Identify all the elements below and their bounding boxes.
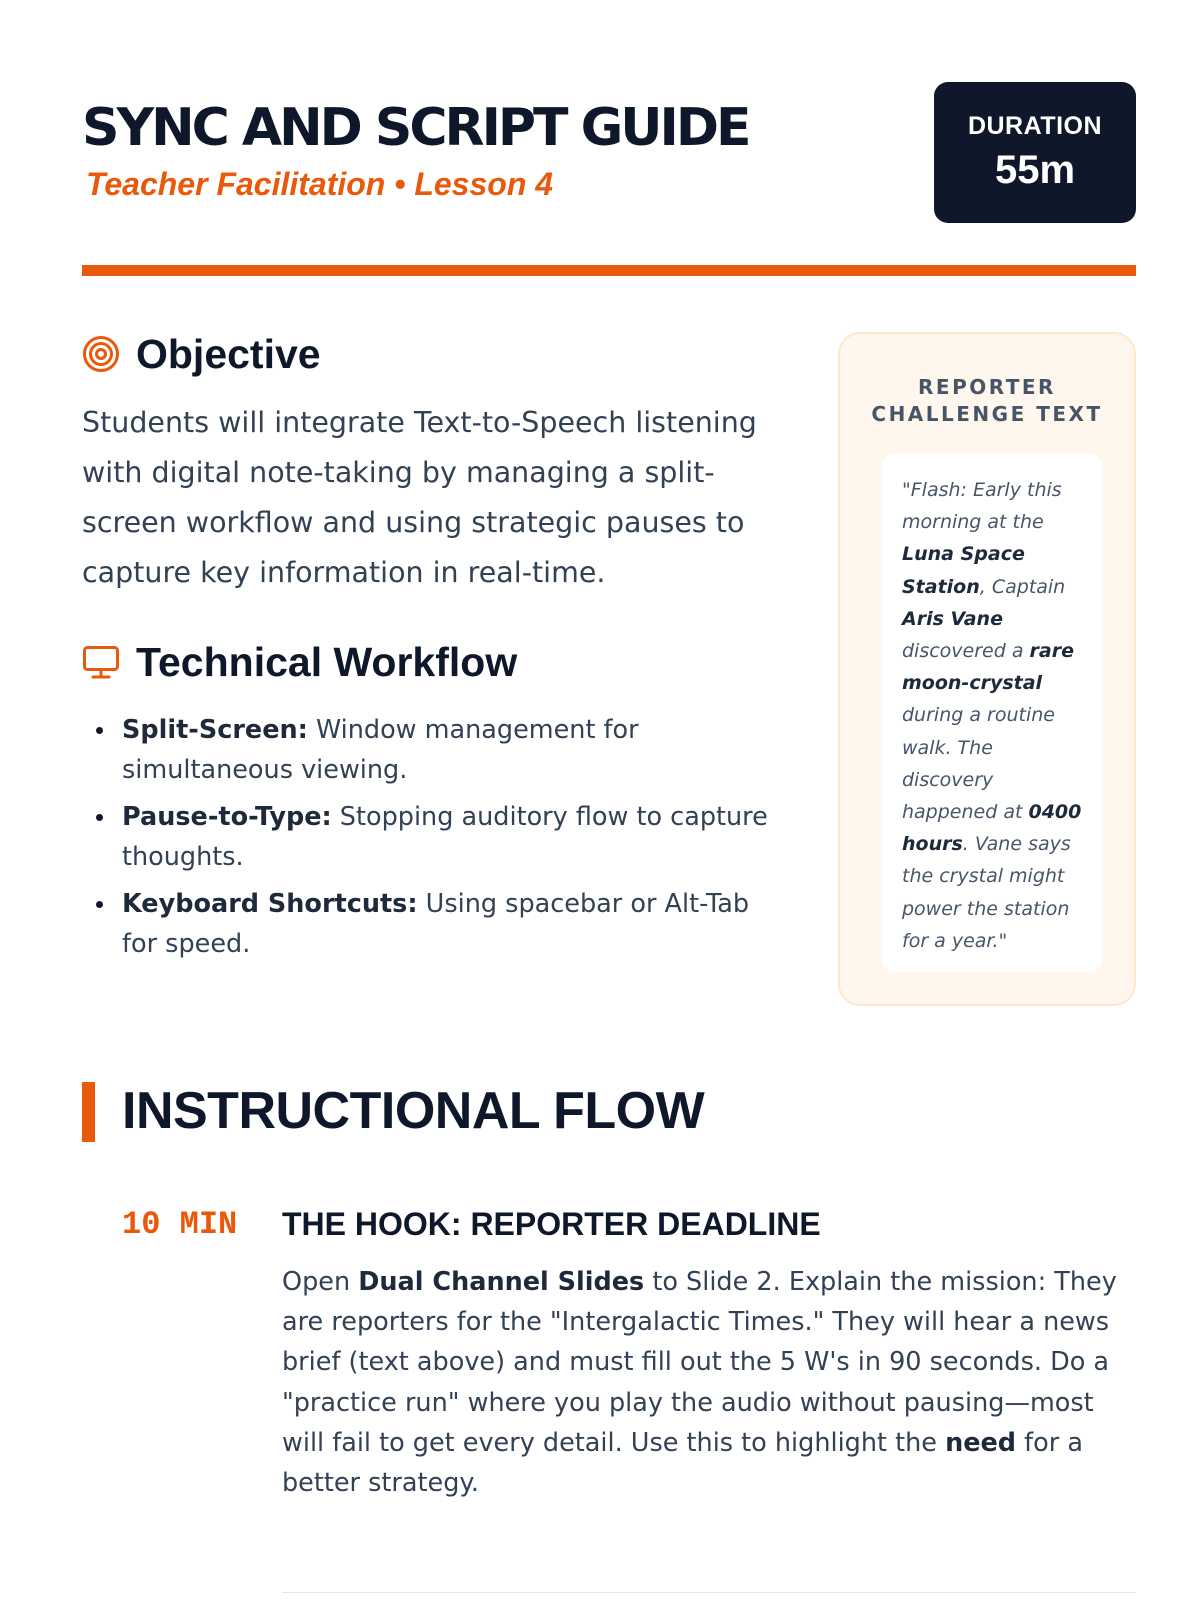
instructional-flow-title: INSTRUCTIONAL FLOW — [122, 1082, 705, 1140]
list-item-text: Stopping auditory flow to capture thoughts. — [122, 802, 768, 872]
page-title: SYNC AND SCRIPT GUIDE — [82, 98, 749, 158]
step-body-part: Open — [282, 1267, 359, 1297]
list-item — [122, 710, 772, 790]
step-body-part: to Slide 2. Explain the mission: They are reporters for the "Intergalactic Times." They will hear a news brief (text above) and must fill out the 5 W's in 90 seconds. Do a "practice run" where you play the audio without pausing—most will fail to get every detail. Use this to highlight the — [282, 1267, 1117, 1458]
monitor-icon — [82, 643, 120, 681]
instructional-flow-heading — [82, 1082, 1136, 1142]
challenge-title: REPORTER CHALLENGE TEXT — [871, 375, 1103, 426]
list-item-text: Using spacebar or Alt-Tab for speed. — [122, 889, 750, 959]
quote-part-bold: Aris Vane — [902, 607, 1003, 630]
heading-accent-bar — [82, 1082, 95, 1142]
step-body-part-bold: need — [945, 1427, 1017, 1458]
target-icon — [82, 335, 120, 373]
lesson-guide-page — [82, 82, 1136, 1499]
quote-part: "Flash: Early this morning at the — [902, 479, 1062, 534]
list-item-text: Window management for simultaneous viewing. — [122, 715, 639, 785]
quote-part: . Vane says the crystal might power the station for a year." — [902, 833, 1071, 952]
main-content — [82, 332, 1136, 1032]
duration-value: 55m — [994, 148, 1076, 192]
quote-part-bold: rare moon-crystal — [902, 640, 1074, 695]
challenge-card — [838, 332, 1136, 1006]
step-divider — [282, 1592, 1136, 1593]
challenge-quote — [882, 454, 1102, 972]
step-body — [282, 1262, 1132, 1503]
step-title: THE HOOK: REPORTER DEADLINE — [282, 1206, 821, 1242]
quote-part: discovered a — [902, 640, 1030, 663]
list-item — [122, 884, 772, 964]
list-item-term: Split-Screen: — [122, 715, 308, 745]
left-column — [82, 332, 772, 971]
objective-heading — [82, 332, 772, 376]
list-item-term: Pause-to-Type: — [122, 802, 332, 832]
objective-text: Students will integrate Text-to-Speech listening with digital note-taking by managing a split-screen workflow and using strategic pauses to capture key information in real-time. — [82, 406, 757, 589]
workflow-title: Technical Workflow — [136, 638, 518, 685]
step-body-part: for a better strategy. — [282, 1427, 1083, 1499]
quote-part: during a routine walk. The discovery happened at — [902, 704, 1055, 824]
duration-badge — [934, 82, 1136, 223]
workflow-list — [82, 710, 772, 964]
workflow-heading — [82, 640, 772, 684]
quote-part-bold: 0400 hours — [902, 801, 1082, 856]
header — [82, 82, 1136, 272]
quote-part-bold: Luna Space Station — [902, 543, 1025, 598]
list-item — [122, 797, 772, 877]
list-item-term: Keyboard Shortcuts: — [122, 889, 418, 919]
header-divider — [82, 265, 1136, 276]
step-time: 10 MIN — [122, 1206, 238, 1243]
quote-part: , Captain — [979, 575, 1066, 598]
step-body-part-bold: Dual Channel Slides — [358, 1267, 645, 1297]
duration-label: DURATION — [967, 112, 1103, 140]
objective-title: Objective — [136, 330, 321, 377]
page-subtitle: Teacher Facilitation • Lesson 4 — [86, 166, 554, 202]
